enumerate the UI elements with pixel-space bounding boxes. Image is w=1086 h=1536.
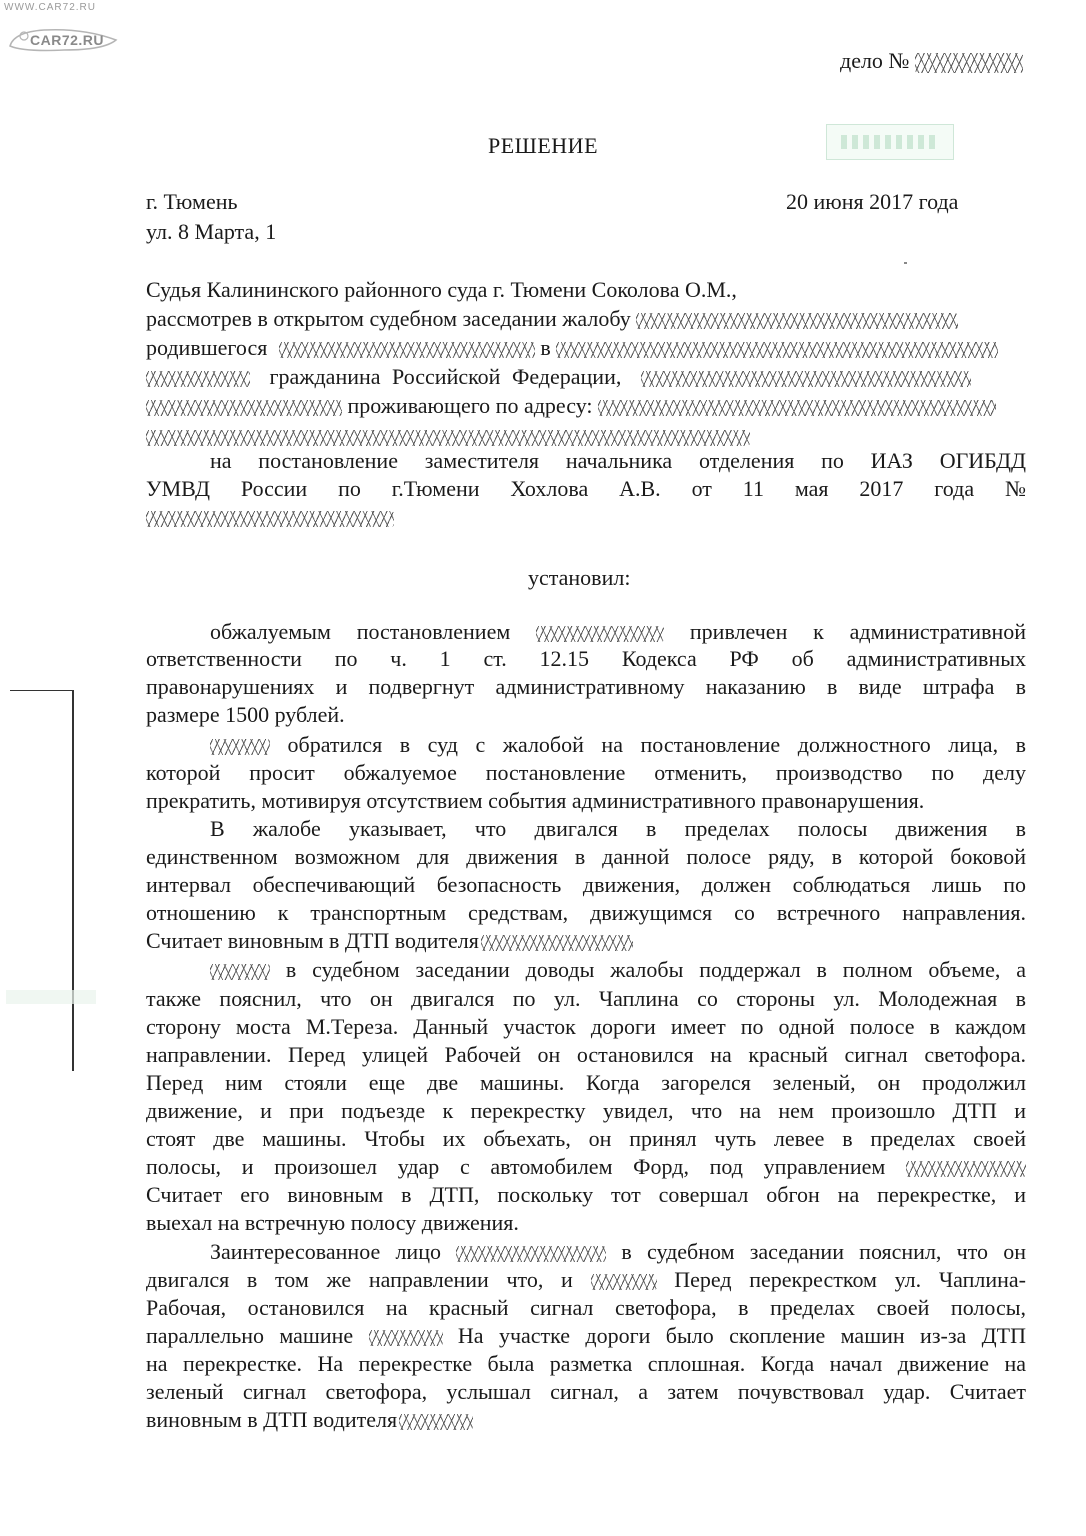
p4-line-2: также пояснил, что он двигался по ул. Чаплина со стороны ул. Молодежная в	[146, 986, 1026, 1011]
p5-line-1-text-b: в судебном заседании пояснил, что он	[621, 1239, 1027, 1264]
p5-line-6: зеленый сигнал светофора, услышал сигнал, а затем почувствовал удар. Считает	[146, 1379, 1026, 1404]
p3-line-4: отношению к транспортным средствам, движущимся со встречного направления.	[146, 900, 1026, 925]
p3-line-2: единственном возможном для движения в данной полосе ряду, в которой боковой	[146, 844, 1026, 869]
p4-line-5: Перед ним стояли еще две машины. Когда загорелся зеленый, он продолжил	[146, 1070, 1026, 1095]
p5-line-4-text-b: На участке дороги было скопление машин из-за ДТП	[457, 1323, 1026, 1348]
p5-line-3: Рабочая, остановился на красный сигнал светофора, в пределах своей полосы,	[146, 1295, 1026, 1320]
p1-line-4: размере 1500 рублей.	[146, 702, 345, 727]
redacted-name	[369, 1330, 443, 1346]
redacted-address	[598, 400, 996, 416]
margin-bracket	[10, 690, 74, 1071]
p3-line-5	[146, 927, 633, 955]
p5-line-4	[146, 1322, 1026, 1350]
intro-line-1: Судья Калининского районного суда г. Тюмени Соколова О.М.,	[146, 277, 737, 302]
appeal-line-2: УМВД России по г.Тюмени Хохлова А.В. от 11 мая 2017 года №	[146, 476, 1026, 501]
place-city: г. Тюмень	[146, 189, 238, 214]
scan-smudge	[6, 990, 96, 1004]
p4-line-6: движение, и при подъезде к перекрестку увидел, что на нем произошло ДТП и	[146, 1098, 1026, 1123]
redacted-birthdate	[279, 342, 535, 358]
p5-line-2-text-a: двигался в том же направлении что, и	[146, 1267, 573, 1292]
redacted-passport	[641, 371, 971, 387]
p3-line-3: интервал обеспечивающий безопасность движения, должен соблюдаться лишь по	[146, 872, 1026, 897]
intro-line-5	[146, 392, 996, 420]
intro-line-3	[146, 334, 998, 362]
intro-line-2-text: рассмотрев в открытом судебном заседании жалобу	[146, 306, 631, 331]
p3-line-1: В жалобе указывает, что двигался в пределах полосы движения в	[210, 816, 1026, 841]
redacted-passport-cont	[146, 400, 342, 416]
p4-line-3: сторону моста М.Тереза. Данный участок дороги имеет по одной полосе в каждом	[146, 1014, 1026, 1039]
p4-line-8-text: полосы, и произошел удар с автомобилем Форд, под управлением	[146, 1154, 886, 1179]
p5-line-7-text: виновным в ДТП водителя	[146, 1407, 398, 1432]
p5-line-1	[210, 1238, 1026, 1266]
intro-line-6	[146, 422, 750, 450]
appeal-line-3	[146, 503, 394, 531]
p1-line-2: ответственности по ч. 1 ст. 12.15 Кодекса РФ об административных	[146, 646, 1026, 671]
redacted-name	[456, 1246, 606, 1262]
p4-line-1-text: в судебном заседании доводы жалобы поддержал в полном объеме, а	[285, 957, 1026, 982]
p3-line-5-text: Считает виновным в ДТП водителя	[146, 928, 479, 953]
scan-speck	[904, 262, 907, 264]
watermark-logo-text: CAR72.RU	[30, 32, 105, 48]
place-street: ул. 8 Марта, 1	[146, 219, 277, 244]
redacted-name	[536, 626, 664, 642]
case-number	[840, 48, 1023, 74]
p4-line-4: направлении. Перед улицей Рабочей он остановился на красный сигнал светофора.	[146, 1042, 1026, 1067]
intro-line-5-text: проживающего по адресу:	[347, 393, 593, 418]
redacted-name	[399, 1414, 473, 1430]
p5-line-7	[146, 1406, 473, 1434]
appeal-line-1	[146, 447, 1026, 475]
p4-line-1	[210, 956, 1026, 984]
redacted-name	[210, 739, 270, 755]
redacted-name	[636, 313, 958, 329]
p1-line-1	[210, 618, 1026, 646]
document-title: РЕШЕНИЕ	[487, 133, 599, 158]
intro-line-3-in: в	[540, 335, 551, 360]
redacted-birthplace	[556, 342, 998, 358]
p1-line-3: правонарушениях и подвергнут административному наказанию в виде штрафа в	[146, 674, 1026, 699]
redacted-case-number	[915, 53, 1023, 73]
p2-line-1	[210, 731, 1026, 759]
appeal-line-1-text: на постановление заместителя начальника отделения по ИАЗ ОГИБДД	[210, 448, 1026, 473]
document-date: 20 июня 2017 года	[786, 189, 959, 214]
p4-line-8	[146, 1153, 1026, 1181]
p1-line-1-text-a: обжалуемым постановлением	[210, 619, 511, 644]
p4-line-10: выехал на встречную полосу движения.	[146, 1210, 519, 1235]
p4-line-7: стоят две машины. Чтобы их объехать, он принял чуть левее в пределах своей	[146, 1126, 1026, 1151]
redacted-resolution-number	[146, 511, 394, 527]
intro-line-2	[146, 305, 958, 333]
redacted-name	[906, 1161, 1026, 1177]
redacted-name	[481, 935, 633, 951]
p2-line-1-text: обратился в суд с жалобой на постановление должностного лица, в	[287, 732, 1026, 757]
p5-line-1-text-a: Заинтересованное лицо	[210, 1239, 441, 1264]
p5-line-5: на перекрестке. На перекрестке была разметка сплошная. Когда начал движение на	[146, 1351, 1026, 1376]
p2-line-3: прекратить, мотивируя отсутствием события административного правонарушения.	[146, 788, 925, 813]
p1-line-1-text-b: привлечен к административной	[689, 619, 1027, 644]
p5-line-2-text-b: Перед перекрестком ул. Чаплина-	[674, 1267, 1026, 1292]
p4-line-9: Считает его виновным в ДТП, поскольку тот совершал обгон на перекрестке, и	[146, 1182, 1026, 1207]
intro-line-4-text: гражданина Российской Федерации,	[269, 364, 622, 389]
p5-line-4-text-a: параллельно машине	[146, 1323, 354, 1348]
p5-line-2	[146, 1266, 1026, 1294]
redacted-name	[591, 1274, 657, 1290]
intro-line-3-text: родившегося	[146, 335, 268, 360]
redacted-address-cont	[146, 430, 750, 446]
case-label: дело №	[840, 48, 910, 73]
redacted-name	[210, 964, 270, 980]
watermark-url: WWW.CAR72.RU	[4, 2, 96, 13]
intro-line-4	[146, 363, 971, 391]
established-heading: установил:	[528, 565, 631, 590]
p2-line-2: которой просит обжалуемое постановление отменить, производство по делу	[146, 760, 1026, 785]
redacted-birthplace-cont	[146, 371, 250, 387]
